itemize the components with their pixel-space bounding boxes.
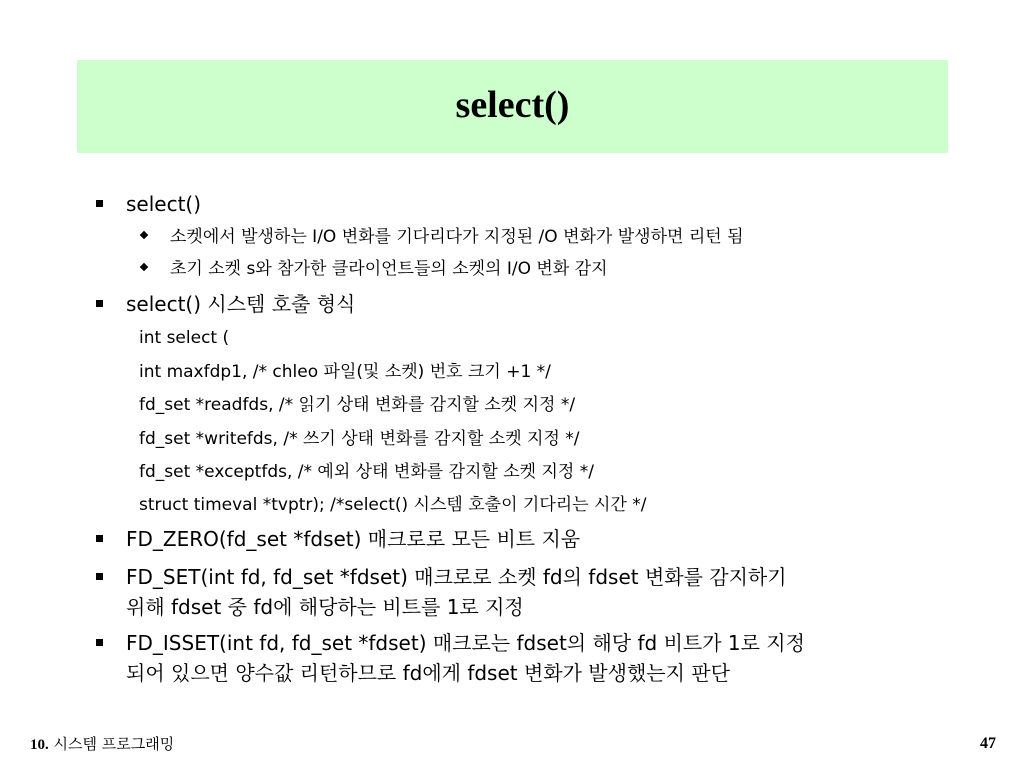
bullet-text: select() 시스템 호출 형식 bbox=[126, 292, 356, 316]
sub-bullet-text: 초기 소켓 s와 참가한 클라이언트들의 소켓의 I/O 변화 감지 bbox=[170, 259, 608, 279]
bullet-text: FD_SET(int fd, fd_set *fdset) 매크로로 소켓 fd의 fdset 변화를 감지하기 bbox=[126, 565, 787, 589]
footer-chapter-title: 시스템 프로그래밍 bbox=[48, 735, 175, 753]
page-number: 47 bbox=[980, 735, 996, 752]
square-bullet-icon bbox=[96, 573, 103, 580]
diamond-bullet-icon bbox=[140, 263, 148, 271]
bullet-text: select() bbox=[126, 192, 202, 216]
footer-chapter-number: 10. bbox=[30, 737, 49, 753]
bullet-continuation: 되어 있으면 양수값 리턴하므로 fd에게 fdset 변화가 발생했는지 판단 bbox=[126, 661, 730, 685]
slide-title: select() bbox=[455, 83, 570, 126]
bullet-text: FD_ISSET(int fd, fd_set *fdset) 매크로는 fdset의 해당 fd 비트가 1로 지정 bbox=[126, 631, 805, 655]
code-line: struct timeval *tvptr); /*select() 시스템 호출이 기다리는 시간 */ bbox=[139, 495, 647, 515]
bullet-text: FD_ZERO(fd_set *fdset) 매크로로 모든 비트 지움 bbox=[126, 527, 581, 551]
code-line: int select ( bbox=[139, 328, 230, 348]
bullet-continuation: 위해 fdset 중 fd에 해당하는 비트를 1로 지정 bbox=[126, 595, 524, 619]
code-line: fd_set *writefds, /* 쓰기 상태 변화를 감지할 소켓 지정 */ bbox=[139, 429, 580, 449]
sub-bullet-text: 소켓에서 발생하는 I/O 변화를 기다리다가 지정된 /O 변화가 발생하면 리턴 됨 bbox=[170, 227, 744, 247]
code-line: int maxfdp1, /* chleo 파일(및 소켓) 번호 크기 +1 */ bbox=[139, 362, 551, 382]
square-bullet-icon bbox=[96, 200, 103, 207]
square-bullet-icon bbox=[96, 639, 103, 646]
footer-chapter bbox=[30, 734, 174, 755]
diamond-bullet-icon bbox=[140, 231, 148, 239]
code-line: fd_set *readfds, /* 읽기 상태 변화를 감지할 소켓 지정 */ bbox=[139, 395, 576, 415]
code-line: fd_set *exceptfds, /* 예외 상태 변화를 감지할 소켓 지정 */ bbox=[139, 462, 594, 482]
square-bullet-icon bbox=[96, 300, 103, 307]
square-bullet-icon bbox=[96, 535, 103, 542]
